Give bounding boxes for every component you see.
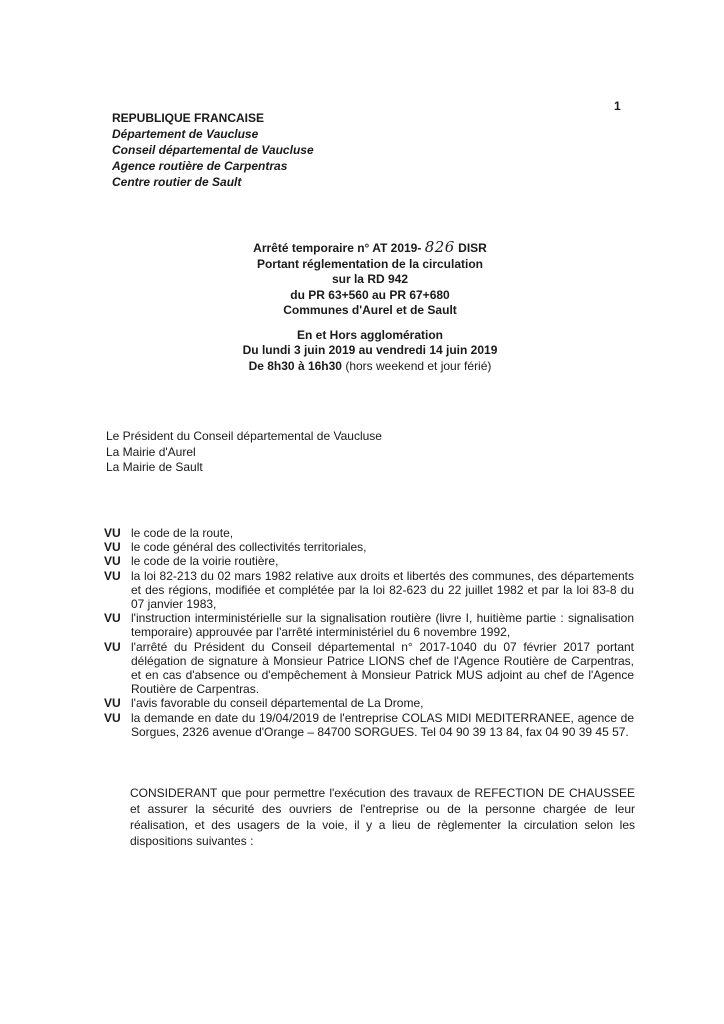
- decree-zone: En et Hors agglomération: [296, 327, 444, 342]
- vu-text: la loi 82-213 du 02 mars 1982 relative aux droits et libertés des communes, des départements et des régions, modifiée et complétée par la loi 82-623 du 22 juillet 1982 et par la loi 83-8 du 07 janvier 1983,: [131, 568, 634, 612]
- center-name: Centre routier de Sault: [112, 175, 242, 189]
- vu-text: l'instruction interministérielle sur la signalisation routière (livre I, huitième partie : signalisation temporaire) approuvée par l'arrêté interministériel du 6 novembre 1992,: [131, 611, 634, 640]
- agency-name: Agence routière de Carpentras: [112, 159, 288, 173]
- vu-label: VU: [104, 540, 121, 555]
- decree-number-suffix: DISR: [458, 241, 487, 255]
- decree-number-line: [200, 240, 540, 257]
- recipient-aurel: La Mairie d'Aurel: [106, 444, 196, 459]
- handwritten-decree-number: 826: [424, 238, 455, 256]
- vu-text: le code de la voirie routière,: [131, 554, 279, 569]
- decree-hours-bold: De 8h30 à 16h30: [248, 358, 342, 373]
- country-name: REPUBLIQUE FRANCAISE: [112, 111, 265, 125]
- issuer-header: [112, 110, 314, 190]
- page-number: 1: [614, 99, 621, 113]
- vu-text: la demande en date du 19/04/2019 de l'entreprise COLAS MIDI MEDITERRANEE, agence de Sorgues, 2326 avenue d'Orange – 84700 SORGUES. Tel 04 90 39 13 84, fax 04 90 39 45 57.: [131, 710, 634, 739]
- vu-item: [104, 696, 634, 710]
- vu-item: [104, 554, 634, 568]
- decree-number-prefix: Arrêté temporaire n° AT 2019-: [253, 241, 422, 255]
- decree-title: [200, 240, 540, 374]
- recipients-list: [106, 429, 382, 476]
- department-name: Département de Vaucluse: [112, 127, 259, 141]
- considerant-paragraph: CONSIDERANT que pour permettre l'exécution des travaux de REFECTION DE CHAUSSEE et assurer la sécurité des ouvriers de l'entreprise ou de la personne chargée de leur réalisation, et des usagers de la voie, il y a lieu de règlementer la circulation selon les dispositions suivantes :: [130, 786, 635, 848]
- vu-text: l'arrêté du Président du Conseil départemental n° 2017-1040 du 07 février 2017 portant délégation de signature à Monsieur Patrice LIONS chef de l'Agence Routière de Carpentras, et en cas d'absence ou d'empêchement à Monsieur Patrick MUS adjoint au chef de l'Agence Routière de Carpentras.: [131, 639, 634, 697]
- vu-item: [104, 526, 634, 540]
- vu-item: [104, 569, 634, 612]
- vu-item: [104, 611, 634, 639]
- vu-label: VU: [104, 696, 121, 711]
- vu-label: VU: [104, 639, 121, 654]
- recipient-president: Le Président du Conseil départemental de Vaucluse: [106, 429, 382, 443]
- vu-label: VU: [104, 710, 121, 725]
- vu-text: le code de la route,: [131, 526, 234, 540]
- decree-hours: [200, 359, 540, 375]
- vu-item: [104, 640, 634, 697]
- vu-label: VU: [104, 554, 121, 569]
- council-name: Conseil départemental de Vaucluse: [112, 143, 314, 157]
- recipient-sault: La Mairie de Sault: [106, 460, 203, 474]
- decree-dates: Du lundi 3 juin 2019 au vendredi 14 juin 2019: [242, 343, 498, 357]
- decree-hours-note: (hors weekend et jour férié): [345, 358, 492, 373]
- vu-label: VU: [104, 568, 121, 583]
- vu-item: [104, 711, 634, 739]
- vu-item: [104, 540, 634, 554]
- decree-road: sur la RD 942: [331, 272, 409, 286]
- vu-label: VU: [104, 526, 121, 540]
- vu-text: le code général des collectivités territoriales,: [131, 540, 367, 555]
- vu-considerations: [104, 526, 634, 739]
- decree-communes: Communes d'Aurel et de Sault: [283, 303, 457, 317]
- vu-label: VU: [104, 611, 121, 626]
- vu-text: l'avis favorable du conseil départemental de La Drome,: [131, 696, 424, 711]
- decree-pr-range: du PR 63+560 au PR 67+680: [290, 287, 450, 302]
- decree-subject: Portant réglementation de la circulation: [256, 256, 484, 271]
